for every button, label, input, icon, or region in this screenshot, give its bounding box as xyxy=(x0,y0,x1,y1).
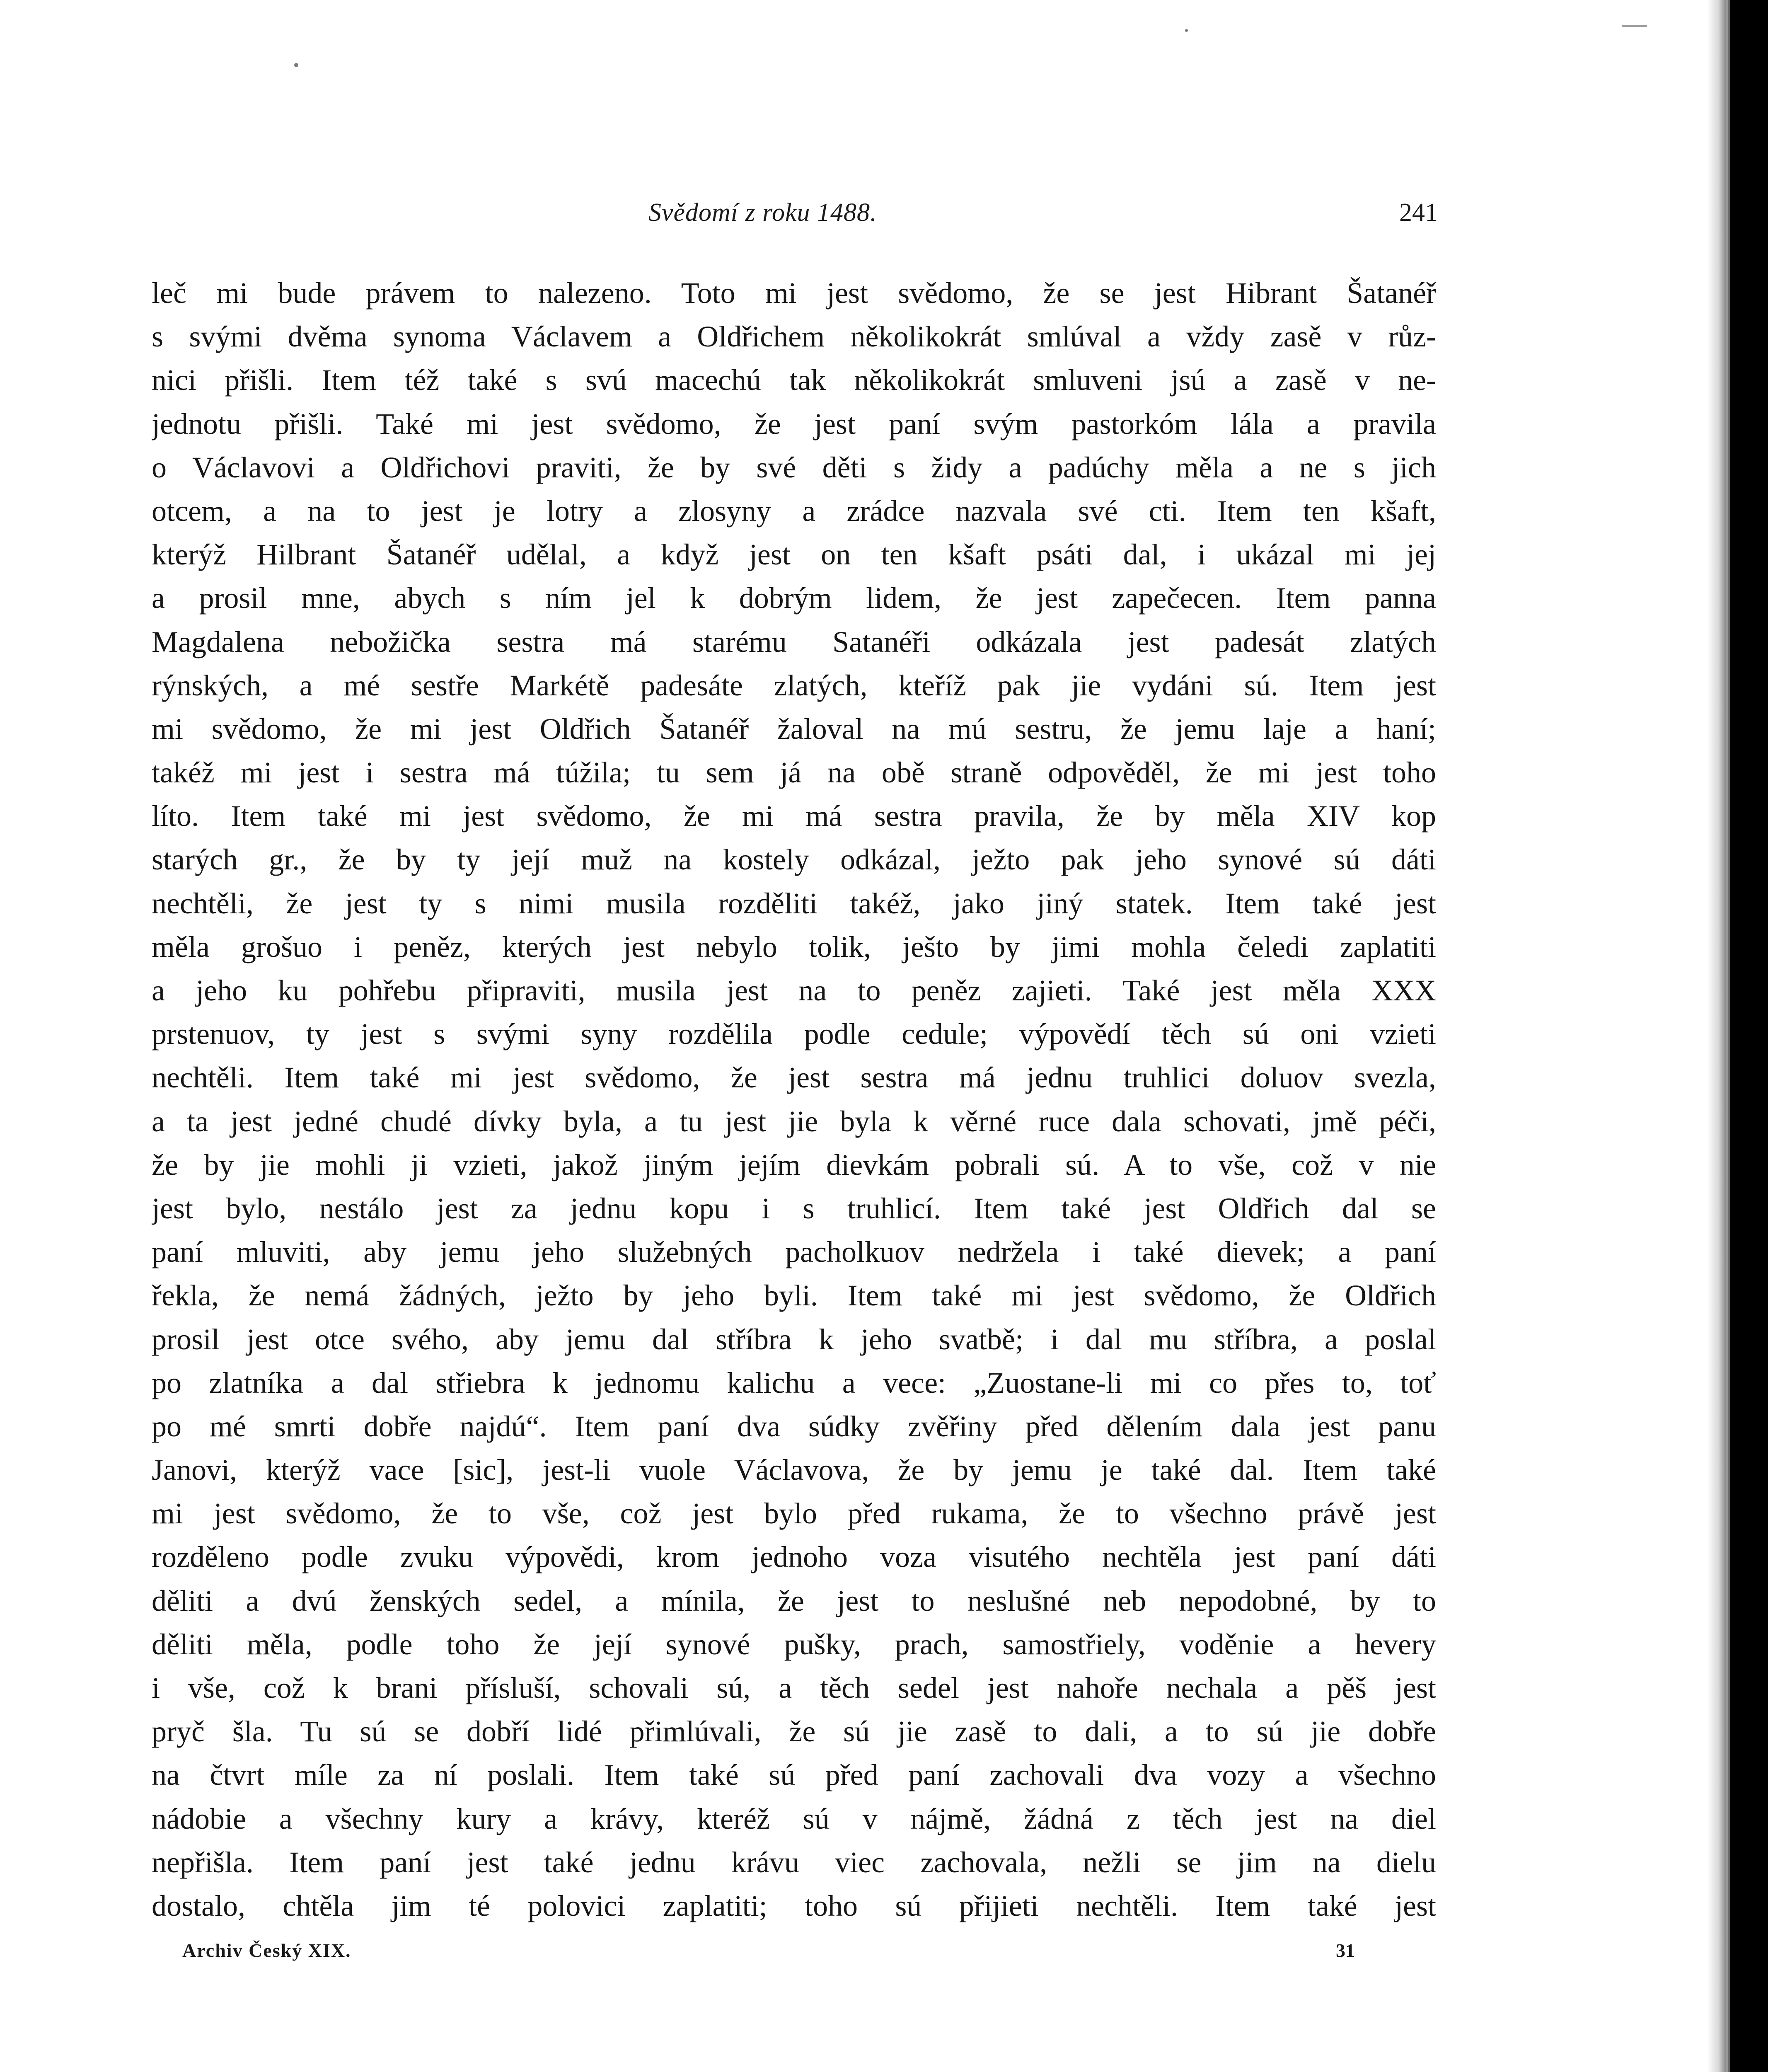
text-line: řekla, že nemá žádných, ježto by jeho byli. Item také mi jest svědomo, že Oldřich xyxy=(152,1279,1436,1312)
text-line: nechtěli, že jest ty s nimi musila rozděliti takéž, jako jiný statek. Item také jest xyxy=(152,886,1436,920)
scan-speck xyxy=(1185,29,1188,32)
text-line: jest bylo, nestálo jest za jednu kopu i s truhlicí. Item také jest Oldřich dal se xyxy=(152,1191,1436,1225)
text-line: na čtvrt míle za ní poslali. Item také sú před paní zachovali dva vozy a všechno xyxy=(152,1758,1436,1792)
text-line: děliti a dvú ženských sedel, a mínila, že jest to neslušné neb nepodobné, by to xyxy=(152,1584,1436,1617)
text-line: mi svědomo, že mi jest Oldřich Šatanéř žaloval na mú sestru, že jemu laje a haní; xyxy=(152,712,1436,746)
text-line: takéž mi jest i sestra má túžila; tu sem já na obě straně odpověděl, že mi jest toho xyxy=(152,756,1436,789)
running-header xyxy=(153,198,1438,235)
text-line: nici přišli. Item též také s svú macechú tak několikokrát smluveni jsú a zasě v ne- xyxy=(152,363,1436,397)
text-line: a prosil mne, abych s ním jel k dobrým lidem, že jest zapečecen. Item panna xyxy=(152,581,1436,615)
text-line: pryč šla. Tu sú se dobří lidé přimlúvali, že sú jie zasě to dali, a to sú jie dobře xyxy=(152,1715,1436,1748)
running-title: Svědomí z roku 1488. xyxy=(648,198,877,227)
text-line: o Václavovi a Oldřichovi praviti, že by své děti s židy a padúchy měla a ne s jich xyxy=(152,450,1436,484)
text-line: a jeho ku pohřebu připraviti, musila jest na to peněz zajieti. Také jest měla XXX xyxy=(152,974,1436,1007)
page-number: 241 xyxy=(1399,198,1438,227)
text-line: po mé smrti dobře najdú“. Item paní dva súdky zvěřiny před dělením dala jest panu xyxy=(152,1409,1436,1443)
text-line: že by jie mohli ji vzieti, jakož jiným jejím dievkám pobrali sú. A to vše, což v nie xyxy=(152,1148,1436,1181)
signature-mark: Archiv Český XIX. xyxy=(182,1940,351,1961)
binding-edge xyxy=(1726,0,1728,2072)
text-line: Janovi, kterýž vace [sic], jest-li vuole Václavova, že by jemu je také dal. Item také xyxy=(152,1453,1436,1487)
gathering-number: 31 xyxy=(1336,1940,1355,1961)
text-line: mi jest svědomo, že to vše, což jest bylo před rukama, že to všechno právě jest xyxy=(152,1497,1436,1530)
text-line: rozděleno podle zvuku výpovědi, krom jednoho voza visutého nechtěla jest paní dáti xyxy=(152,1540,1436,1574)
text-line: prstenuov, ty jest s svými syny rozdělila podle cedule; výpovědí těch sú oni vzieti xyxy=(152,1017,1436,1051)
text-line: otcem, a na to jest je lotry a zlosyny a zrádce nazvala své cti. Item ten kšaft, xyxy=(152,494,1436,528)
text-line: dostalo, chtěla jim té polovici zaplatiti; toho sú přijieti nechtěli. Item také jest xyxy=(152,1889,1436,1922)
text-line: nádobie a všechny kury a krávy, kteréž sú v nájmě, žádná z těch jest na diel xyxy=(152,1802,1436,1835)
text-line: prosil jest otce svého, aby jemu dal stříbra k jeho svatbě; i dal mu stříbra, a poslal xyxy=(152,1322,1436,1356)
text-line: i vše, což k brani přísluší, schovali sú, a těch sedel jest nahoře nechala a pěš jest xyxy=(152,1671,1436,1704)
text-line: jednotu přišli. Také mi jest svědomo, že jest paní svým pastorkóm lála a pravila xyxy=(152,407,1436,441)
text-line: nepřišla. Item paní jest také jednu krávu viec zachovala, nežli se jim na dielu xyxy=(152,1845,1436,1879)
scan-speck xyxy=(294,63,298,67)
text-line: děliti měla, podle toho že její synové pušky, prach, samostřiely, voděnie a hevery xyxy=(152,1627,1436,1661)
text-line: starých gr., že by ty její muž na kostely odkázal, ježto pak jeho synové sú dáti xyxy=(152,843,1436,876)
text-line: paní mluviti, aby jemu jeho služebných pacholkuov nedržela i také dievek; a paní xyxy=(152,1235,1436,1269)
text-line: rýnských, a mé sestře Markétě padesáte zlatých, kteříž pak jie vydáni sú. Item jest xyxy=(152,668,1436,702)
scan-speck xyxy=(1622,25,1647,27)
text-line: kterýž Hilbrant Šatanéř udělal, a když jest on ten kšaft psáti dal, i ukázal mi jej xyxy=(152,538,1436,571)
text-line: s svými dvěma synoma Václavem a Oldřichem několikokrát smlúval a vždy zasě v růz- xyxy=(152,320,1436,353)
text-line: leč mi bude právem to nalezeno. Toto mi jest svědomo, že se jest Hibrant Šatanéř xyxy=(152,276,1436,310)
text-line: měla grošuo i peněz, kterých jest nebylo tolik, ješto by jimi mohla čeledi zaplatiti xyxy=(152,930,1436,963)
page-footer xyxy=(182,1939,1355,1968)
text-line: líto. Item také mi jest svědomo, že mi má sestra pravila, že by měla XIV kop xyxy=(152,799,1436,833)
text-line: po zlatníka a dal střiebra k jednomu kalichu a vece: „Zuostane-li mi co přes to, toť xyxy=(152,1366,1436,1399)
body-text xyxy=(152,271,1436,1928)
text-line: Magdalena nebožička sestra má starému Satanéři odkázala jest padesát zlatých xyxy=(152,625,1436,658)
text-line: a ta jest jedné chudé dívky byla, a tu jest jie byla k věrné ruce dala schovati, jmě péči, xyxy=(152,1104,1436,1138)
text-line: nechtěli. Item také mi jest svědomo, že jest sestra má jednu truhlici doluov svezla, xyxy=(152,1061,1436,1094)
